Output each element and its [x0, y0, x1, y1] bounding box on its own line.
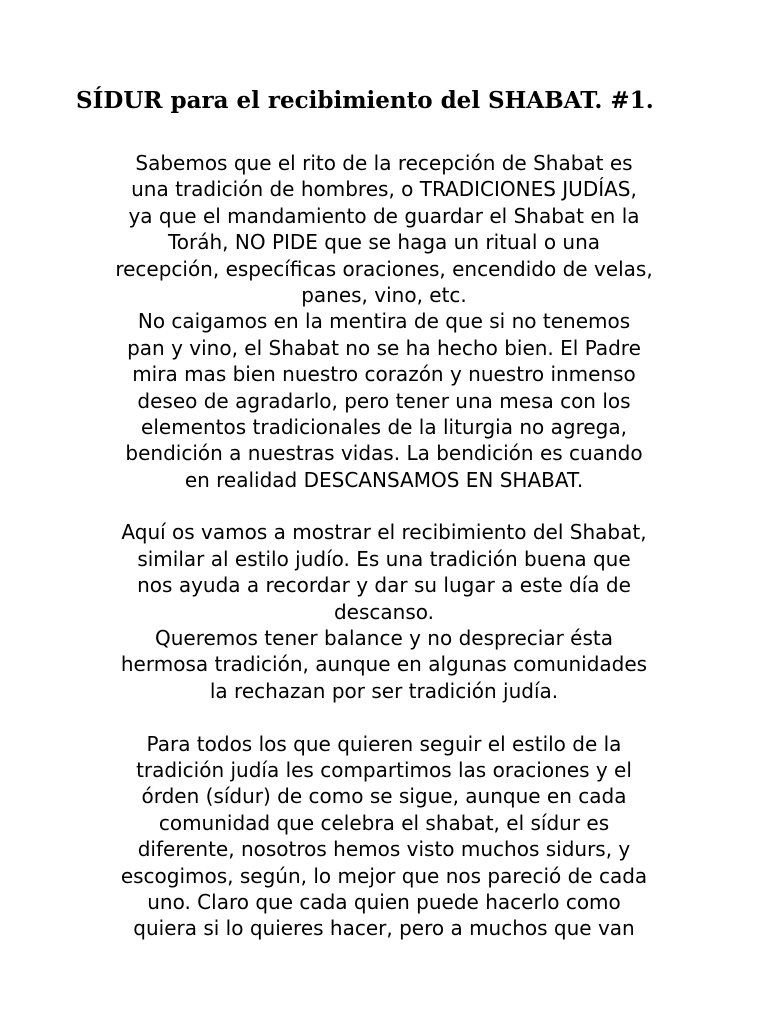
text-line: Aquí os vamos a mostrar el recibimiento del Shabat,	[121, 520, 647, 545]
page-title: SÍDUR para el recibimiento del SHABAT. #1.	[76, 87, 654, 114]
text-line: tradición judía les compartimos las oraciones y el	[136, 757, 632, 782]
text-line: nos ayuda a recordar y dar su lugar a este día de	[137, 573, 631, 598]
text-line: Queremos tener balance y no despreciar ésta	[155, 626, 613, 651]
text-line: deseo de agradarlo, pero tener una mesa con los	[137, 388, 631, 413]
text-line: órden (sídur) de como se sigue, aunque en cada	[141, 784, 627, 809]
text-line: bendición a nuestras vidas. La bendición es cuando	[125, 441, 643, 466]
text-line: la rechazan por ser tradición judía.	[209, 678, 559, 703]
text-line: pan y vino, el Shabat no se ha hecho bien. El Padre	[127, 335, 641, 360]
text-line: elementos tradicionales de la liturgia no agrega,	[141, 414, 627, 439]
text-line: panes, vino, etc.	[301, 282, 467, 307]
text-line: comunidad que celebra el shabat, el sídur es	[158, 810, 610, 835]
text-line: hermosa tradición, aunque en algunas comunidades	[120, 652, 648, 677]
text-line: diferente, nosotros hemos visto muchos sidurs, y	[137, 837, 631, 862]
text-line: en realidad DESCANSAMOS EN SHABAT.	[184, 467, 584, 492]
text-line: escogimos, según, lo mejor que nos pareció de cada	[120, 863, 648, 888]
text-line: Toráh, NO PIDE que se haga un ritual o una	[167, 230, 601, 255]
text-line: Para todos los que quieren seguir el estilo de la	[146, 731, 622, 756]
text-line: uno. Claro que cada quien puede hacerlo como	[147, 889, 621, 914]
text-line: mira mas bien nuestro corazón y nuestro inmenso	[132, 362, 636, 387]
text-line: similar al estilo judío. Es una tradición buena que	[137, 546, 631, 571]
text-line: descanso.	[333, 599, 434, 624]
paragraph-gap	[60, 704, 708, 730]
text-line: Sabemos que el rito de la recepción de Shabat es	[135, 151, 633, 175]
text-line: una tradición de hombres, o TRADICIONES JUDÍAS,	[131, 177, 637, 202]
paragraph-gap	[60, 493, 708, 519]
document-body	[60, 150, 708, 942]
text-line: No caigamos en la mentira de que si no tenemos	[137, 309, 631, 334]
text-line: recepción, específicas oraciones, encendido de velas,	[115, 256, 653, 281]
text-line: quiera si lo quieres hacer, pero a muchos que van	[133, 916, 635, 941]
text-line: ya que el mandamiento de guardar el Shabat en la	[128, 203, 640, 228]
